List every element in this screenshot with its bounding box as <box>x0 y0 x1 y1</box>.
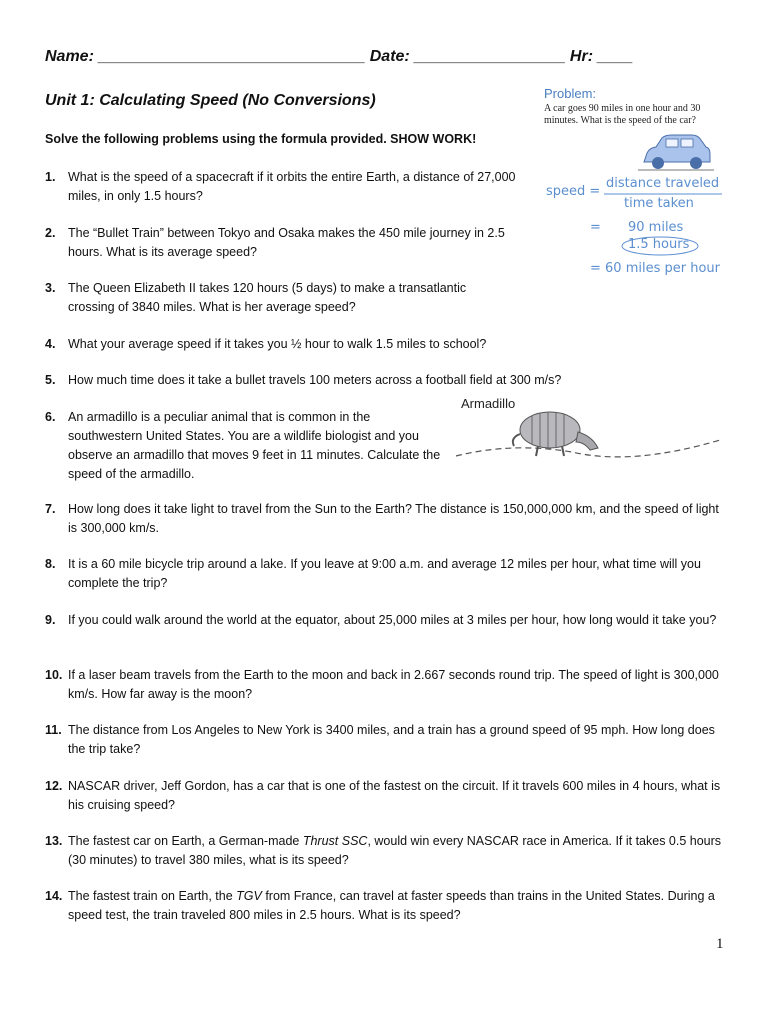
question-number: 4. <box>45 337 56 351</box>
question-number: 11. <box>45 723 62 737</box>
question-8 <box>45 555 735 593</box>
question-number: 3. <box>45 281 56 295</box>
question-text: How much time does it take a bullet travels 100 meters across a football field at 300 m/s? <box>68 373 562 387</box>
name-date-hour-line: Name: ______________________________ Date: _________________ Hr: ____ <box>45 48 634 65</box>
equals-sign-1: = <box>590 220 601 235</box>
question-14 <box>45 887 735 925</box>
example-time: 1.5 hours <box>628 237 690 252</box>
question-text: What your average speed if it takes you ½ hour to walk 1.5 miles to school? <box>68 337 487 351</box>
question-text <box>68 832 735 870</box>
question-number: 7. <box>45 502 56 516</box>
question-text: The Queen Elizabeth II takes 120 hours (5 days) to make a transatlantic crossing of 3840 miles. What is her average speed? <box>68 281 467 314</box>
page-number: 1 <box>716 936 724 952</box>
example-problem-text: A car goes 90 miles in one hour and 30 minutes. What is the speed of the car? <box>544 103 701 126</box>
question-number: 1. <box>45 170 56 184</box>
question-text: How long does it take light to travel from the Sun to the Earth? The distance is 150,000,000 km, and the speed of light is 300,000 km/s. <box>68 502 719 535</box>
question-text: What is the speed of a spacecraft if it orbits the entire Earth, a distance of 27,000 miles, in only 1.5 hours? <box>68 170 516 203</box>
question-text-part: , would win every NASCAR race in America. If it takes 0.5 hours (30 minutes) to travel 380 miles, what is its speed? <box>68 834 722 867</box>
question-number: 12. <box>45 779 63 793</box>
example-problem-box <box>540 84 740 284</box>
question-text: If you could walk around the world at the equator, about 25,000 miles at 3 miles per hour, how long would it take you? <box>68 613 717 627</box>
example-result: = 60 miles per hour <box>590 261 720 276</box>
question-text: NASCAR driver, Jeff Gordon, has a car that is one of the fastest on the circuit. If it travels 600 miles in 4 hours, what is his cruising speed? <box>68 779 721 812</box>
question-number: 8. <box>45 557 56 571</box>
question-number: 10. <box>45 668 63 682</box>
formula-numerator: distance traveled <box>606 176 720 191</box>
unit-title: Unit 1: Calculating Speed (No Conversions) <box>45 92 376 109</box>
question-number: 5. <box>45 373 56 387</box>
question-text: If a laser beam travels from the Earth to the moon and back in 2.667 seconds round trip. The speed of light is 300,000 km/s. How far away is the moon? <box>68 668 719 701</box>
question-7 <box>45 500 725 538</box>
question-number: 13. <box>45 834 63 848</box>
question-10 <box>45 666 725 704</box>
question-text-part: from France, can travel at faster speeds than trains in the United States. During a speed test, the train traveled 800 miles in 2.5 hours. What is its speed? <box>68 889 715 922</box>
question-text: The “Bullet Train” between Tokyo and Osaka makes the 450 mile journey in 2.5 hours. What is its average speed? <box>68 226 505 259</box>
car-icon <box>638 134 714 172</box>
question-4 <box>45 335 565 354</box>
question-3 <box>45 279 515 317</box>
instructions: Solve the following problems using the formula provided. SHOW WORK! <box>45 132 477 146</box>
question-text-part: The fastest car on Earth, a German-made <box>68 834 303 848</box>
example-label: Problem: <box>544 86 597 101</box>
question-5 <box>45 371 645 390</box>
speed-label: speed = <box>546 184 601 199</box>
question-number: 6. <box>45 410 56 424</box>
question-6 <box>45 408 445 484</box>
armadillo-label: Armadillo <box>461 396 516 411</box>
armadillo-illustration <box>452 400 724 472</box>
question-11 <box>45 721 735 759</box>
question-text-part: The fastest train on Earth, the <box>68 889 237 903</box>
formula-denominator: time taken <box>624 196 694 211</box>
question-1 <box>45 168 525 206</box>
question-number: 14. <box>45 889 63 903</box>
train-name: TGV <box>236 889 262 903</box>
question-9 <box>45 611 735 630</box>
question-number: 2. <box>45 226 56 240</box>
example-distance: 90 miles <box>628 220 684 235</box>
question-2 <box>45 224 535 262</box>
question-text: The distance from Los Angeles to New York is 3400 miles, and a train has a ground speed of 95 mph. How long does the trip take? <box>68 723 715 756</box>
question-12 <box>45 777 735 815</box>
question-text: An armadillo is a peculiar animal that is common in the southwestern United States. You are a wildlife biologist and you observe an armadillo that moves 9 feet in 11 minutes. Calculate the speed of the armadillo. <box>68 410 441 481</box>
question-13 <box>45 832 735 870</box>
question-text <box>68 887 735 925</box>
car-name: Thrust SSC <box>302 834 368 848</box>
question-text: It is a 60 mile bicycle trip around a lake. If you leave at 9:00 a.m. and average 12 miles per hour, what time will you complete the trip? <box>68 557 701 590</box>
question-number: 9. <box>45 613 56 627</box>
